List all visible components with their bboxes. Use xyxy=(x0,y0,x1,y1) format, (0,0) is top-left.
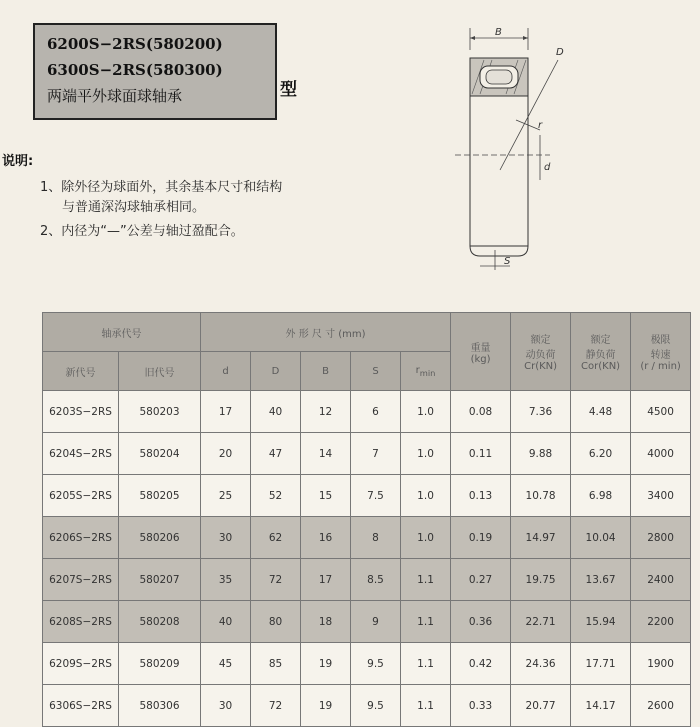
header-r-letter: r xyxy=(415,364,420,376)
header-weight-unit: (kg) xyxy=(470,353,491,365)
cell-B: 19 xyxy=(301,643,351,685)
cell-B: 14 xyxy=(301,433,351,475)
cell-cor: 10.04 xyxy=(571,517,631,559)
cell-B: 16 xyxy=(301,517,351,559)
label-D: D xyxy=(556,47,564,58)
cell-cor: 17.71 xyxy=(571,643,631,685)
cell-w: 0.42 xyxy=(451,643,511,685)
header-speed-line3: (r / min) xyxy=(640,361,681,372)
cell-r: 1.0 xyxy=(401,391,451,433)
notes-heading: 说明: xyxy=(2,154,34,169)
cell-new: 6207S−2RS xyxy=(43,559,119,601)
cell-D: 85 xyxy=(251,643,301,685)
title-box xyxy=(33,23,297,120)
cell-S: 9.5 xyxy=(351,685,401,727)
header-new-code: 新代号 xyxy=(43,352,119,391)
cell-w: 0.27 xyxy=(451,559,511,601)
bearing-diagram xyxy=(440,20,580,280)
cell-D: 72 xyxy=(251,685,301,727)
cell-B: 18 xyxy=(301,601,351,643)
table-row xyxy=(43,433,691,475)
note-1-line-1: 1、除外径为球面外，其余基本尺寸和结构 xyxy=(40,180,283,195)
cell-w: 0.33 xyxy=(451,685,511,727)
title-line-name: 两端平外球面球轴承 xyxy=(47,87,183,105)
cell-d: 45 xyxy=(201,643,251,685)
header-r-sub: min xyxy=(419,367,436,378)
header-cor-line2: 静负荷 xyxy=(585,350,616,361)
header-d: d xyxy=(201,352,251,391)
cell-w: 0.19 xyxy=(451,517,511,559)
cell-old: 580206 xyxy=(119,517,201,559)
cell-n: 2600 xyxy=(631,685,691,727)
header-speed xyxy=(631,313,691,391)
cell-new: 6205S−2RS xyxy=(43,475,119,517)
cell-D: 72 xyxy=(251,559,301,601)
header-B: B xyxy=(301,352,351,391)
cell-old: 580203 xyxy=(119,391,201,433)
header-cor-line3: Cor(KN) xyxy=(581,361,621,372)
cell-cor: 13.67 xyxy=(571,559,631,601)
cell-r: 1.1 xyxy=(401,685,451,727)
header-code-group: 轴承代号 xyxy=(43,313,201,352)
header-old-code: 旧代号 xyxy=(119,352,201,391)
table-row xyxy=(43,475,691,517)
cell-old: 580204 xyxy=(119,433,201,475)
cell-r: 1.1 xyxy=(401,559,451,601)
cell-D: 80 xyxy=(251,601,301,643)
cell-r: 1.0 xyxy=(401,517,451,559)
cell-n: 4500 xyxy=(631,391,691,433)
cell-S: 7 xyxy=(351,433,401,475)
cell-d: 17 xyxy=(201,391,251,433)
spec-table xyxy=(42,312,691,727)
cell-D: 40 xyxy=(251,391,301,433)
cell-D: 62 xyxy=(251,517,301,559)
cell-old: 580205 xyxy=(119,475,201,517)
cell-cr: 10.78 xyxy=(511,475,571,517)
cell-cor: 6.98 xyxy=(571,475,631,517)
cell-r: 1.0 xyxy=(401,433,451,475)
cell-cr: 7.36 xyxy=(511,391,571,433)
header-cr-line2: 动负荷 xyxy=(525,350,556,361)
cell-w: 0.36 xyxy=(451,601,511,643)
table-row xyxy=(43,559,691,601)
cell-old: 580208 xyxy=(119,601,201,643)
cell-w: 0.11 xyxy=(451,433,511,475)
cell-w: 0.13 xyxy=(451,475,511,517)
header-cor-line1: 额定 xyxy=(590,335,611,346)
cell-d: 30 xyxy=(201,685,251,727)
cell-new: 6209S−2RS xyxy=(43,643,119,685)
table-row xyxy=(43,601,691,643)
cell-n: 4000 xyxy=(631,433,691,475)
table-row xyxy=(43,517,691,559)
cell-old: 580207 xyxy=(119,559,201,601)
cell-S: 8.5 xyxy=(351,559,401,601)
cell-cr: 24.36 xyxy=(511,643,571,685)
header-speed-line1: 极限 xyxy=(650,335,671,346)
cell-cr: 22.71 xyxy=(511,601,571,643)
header-cr-line1: 额定 xyxy=(530,335,551,346)
cell-S: 9.5 xyxy=(351,643,401,685)
cell-n: 2200 xyxy=(631,601,691,643)
spec-table-body xyxy=(43,391,691,727)
cell-r: 1.1 xyxy=(401,643,451,685)
cell-w: 0.08 xyxy=(451,391,511,433)
cell-d: 40 xyxy=(201,601,251,643)
header-dim-group: 外 形 尺 寸 (mm) xyxy=(201,313,451,352)
cell-n: 1900 xyxy=(631,643,691,685)
cell-new: 6208S−2RS xyxy=(43,601,119,643)
cell-n: 2800 xyxy=(631,517,691,559)
cell-new: 6204S−2RS xyxy=(43,433,119,475)
table-row xyxy=(43,643,691,685)
header-weight-label: 重量 xyxy=(470,342,491,354)
table-row xyxy=(43,391,691,433)
cell-old: 580209 xyxy=(119,643,201,685)
cell-S: 9 xyxy=(351,601,401,643)
title-line-6200: 6200S−2RS(580200) xyxy=(47,35,223,53)
cell-cor: 6.20 xyxy=(571,433,631,475)
cell-new: 6203S−2RS xyxy=(43,391,119,433)
type-mark: 型 xyxy=(280,80,297,100)
cell-new: 6306S−2RS xyxy=(43,685,119,727)
cell-B: 15 xyxy=(301,475,351,517)
header-weight xyxy=(451,313,511,391)
header-cor xyxy=(571,313,631,391)
cell-D: 52 xyxy=(251,475,301,517)
cell-S: 8 xyxy=(351,517,401,559)
cell-S: 6 xyxy=(351,391,401,433)
label-d: d xyxy=(544,162,551,173)
header-D: D xyxy=(251,352,301,391)
cell-S: 7.5 xyxy=(351,475,401,517)
header-cr-line3: Cr(KN) xyxy=(524,361,558,372)
cell-B: 19 xyxy=(301,685,351,727)
header-speed-line2: 转速 xyxy=(650,350,671,361)
cell-cr: 14.97 xyxy=(511,517,571,559)
cell-n: 2400 xyxy=(631,559,691,601)
cell-d: 35 xyxy=(201,559,251,601)
note-2: 2、内径为“—”公差与轴过盈配合。 xyxy=(40,224,244,239)
cell-D: 47 xyxy=(251,433,301,475)
cell-new: 6206S−2RS xyxy=(43,517,119,559)
cell-r: 1.0 xyxy=(401,475,451,517)
label-S: S xyxy=(504,256,511,267)
cell-B: 17 xyxy=(301,559,351,601)
cell-n: 3400 xyxy=(631,475,691,517)
cell-B: 12 xyxy=(301,391,351,433)
header-r xyxy=(401,352,451,391)
header-S: S xyxy=(351,352,401,391)
table-row xyxy=(43,685,691,727)
cell-old: 580306 xyxy=(119,685,201,727)
label-r: r xyxy=(538,120,543,131)
cell-d: 20 xyxy=(201,433,251,475)
cell-cr: 19.75 xyxy=(511,559,571,601)
cell-r: 1.1 xyxy=(401,601,451,643)
label-B: B xyxy=(495,27,502,38)
title-line-6300: 6300S−2RS(580300) xyxy=(47,61,223,79)
cell-d: 25 xyxy=(201,475,251,517)
header-cr xyxy=(511,313,571,391)
cell-cr: 9.88 xyxy=(511,433,571,475)
cell-d: 30 xyxy=(201,517,251,559)
note-1-line-2: 与普通深沟球轴承相同。 xyxy=(62,200,206,215)
cell-cor: 15.94 xyxy=(571,601,631,643)
cell-cor: 4.48 xyxy=(571,391,631,433)
cell-cr: 20.77 xyxy=(511,685,571,727)
cell-cor: 14.17 xyxy=(571,685,631,727)
